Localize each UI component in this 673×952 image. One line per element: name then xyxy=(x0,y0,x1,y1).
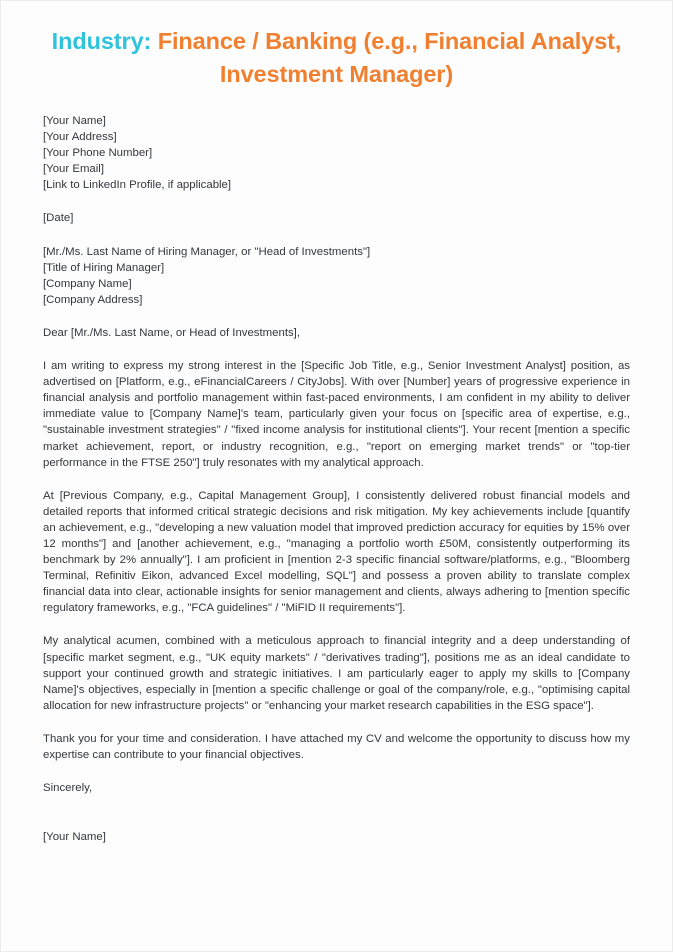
spacer-after-signoff xyxy=(43,796,630,813)
body-paragraph-1: I am writing to express my strong interest in the [Specific Job Title, e.g., Senior Investment Analyst] position, as advertised on [Platform, e.g., eFinancialCareers / CityJobs]. With over [Number] years of progressive experience in financial analysis and portfolio management within fast-paced environments, I am confident in my ability to deliver immediate value to [Company Name]'s team, particularly given your focus on [specific area of expertise, e.g., "sustainable investment strategies" / "fixed income analysis for institutional clients"]. Your recent [mention a specific market achievement, report, or industry recognition, e.g., "report on emerging market trends" or "top-tier performance in the FTSE 250"] truly resonates with my analytical approach. xyxy=(43,360,630,469)
signature-name: [Your Name] xyxy=(43,831,106,844)
sender-block xyxy=(43,113,630,193)
sender-phone: [Your Phone Number] xyxy=(43,147,153,160)
spacer-after-p1 xyxy=(43,471,630,488)
page-title-role: Finance / Banking (e.g., Financial Analyst, Investment Manager) xyxy=(151,28,622,87)
recipient-block xyxy=(43,244,630,308)
sender-address: [Your Address] xyxy=(43,131,117,144)
signature-gap xyxy=(43,813,630,829)
page-title-prefix: Industry: xyxy=(51,28,152,54)
spacer-after-sender xyxy=(43,193,630,210)
spacer-after-p2 xyxy=(43,616,630,633)
sender-email: [Your Email] xyxy=(43,163,104,176)
spacer-after-date xyxy=(43,227,630,244)
date-line: [Date] xyxy=(43,212,74,225)
letter-body xyxy=(1,113,672,845)
recipient-address: [Company Address] xyxy=(43,293,143,306)
sign-off: Sincerely, xyxy=(43,782,93,795)
recipient-name: [Mr./Ms. Last Name of Hiring Manager, or "Head of Investments"] xyxy=(43,245,371,258)
body-paragraph-3: My analytical acumen, combined with a meticulous approach to financial integrity and a deep understanding of [specific market segment, e.g., "UK equity markets" / "derivatives trading"], positions me as an ideal candidate to support your continued growth and strategic initiatives. I am particularly eager to apply my skills to [Company Name]'s objectives, especially in [mention a specific challenge or goal of the company/role, e.g., "optimising capital allocation for new infrastructure projects" or "enhancing your market research capabilities in the ESG space"]. xyxy=(43,635,630,712)
body-paragraph-4: Thank you for your time and consideration. I have attached my CV and welcome the opportunity to discuss how my expertise can contribute to your financial objectives. xyxy=(43,732,630,761)
sender-name: [Your Name] xyxy=(43,115,106,127)
body-paragraph-2: At [Previous Company, e.g., Capital Management Group], I consistently delivered robust financial models and detailed reports that informed critical strategic decisions and risk mitigation. My key achievements include [quantify an achievement, e.g., "developing a new valuation model that improved prediction accuracy for equities by 15% over 12 months"] and [another achievement, e.g., "managing a portfolio worth £50M, consistently outperforming its benchmark by 2% annually"]. I am proficient in [mention 2-3 specific financial software/platforms, e.g., "Bloomberg Terminal, Refinitiv Eikon, advanced Excel modelling, SQL"] and possess a proven ability to translate complex financial data into clear, actionable insights for senior management and clients, always adhering to [mention specific regulatory frameworks, e.g., "FCA guidelines" / "MiFID II requirements"]. xyxy=(43,489,630,615)
spacer-after-recipient xyxy=(43,308,630,325)
recipient-company: [Company Name] xyxy=(43,277,132,290)
salutation: Dear [Mr./Ms. Last Name, or Head of Investments], xyxy=(43,326,301,339)
spacer-after-p3 xyxy=(43,714,630,731)
sender-linkedin: [Link to LinkedIn Profile, if applicable] xyxy=(43,179,232,192)
recipient-title: [Title of Hiring Manager] xyxy=(43,261,165,274)
spacer-after-salutation xyxy=(43,341,630,358)
spacer-after-p4 xyxy=(43,763,630,780)
page-title xyxy=(1,1,672,91)
